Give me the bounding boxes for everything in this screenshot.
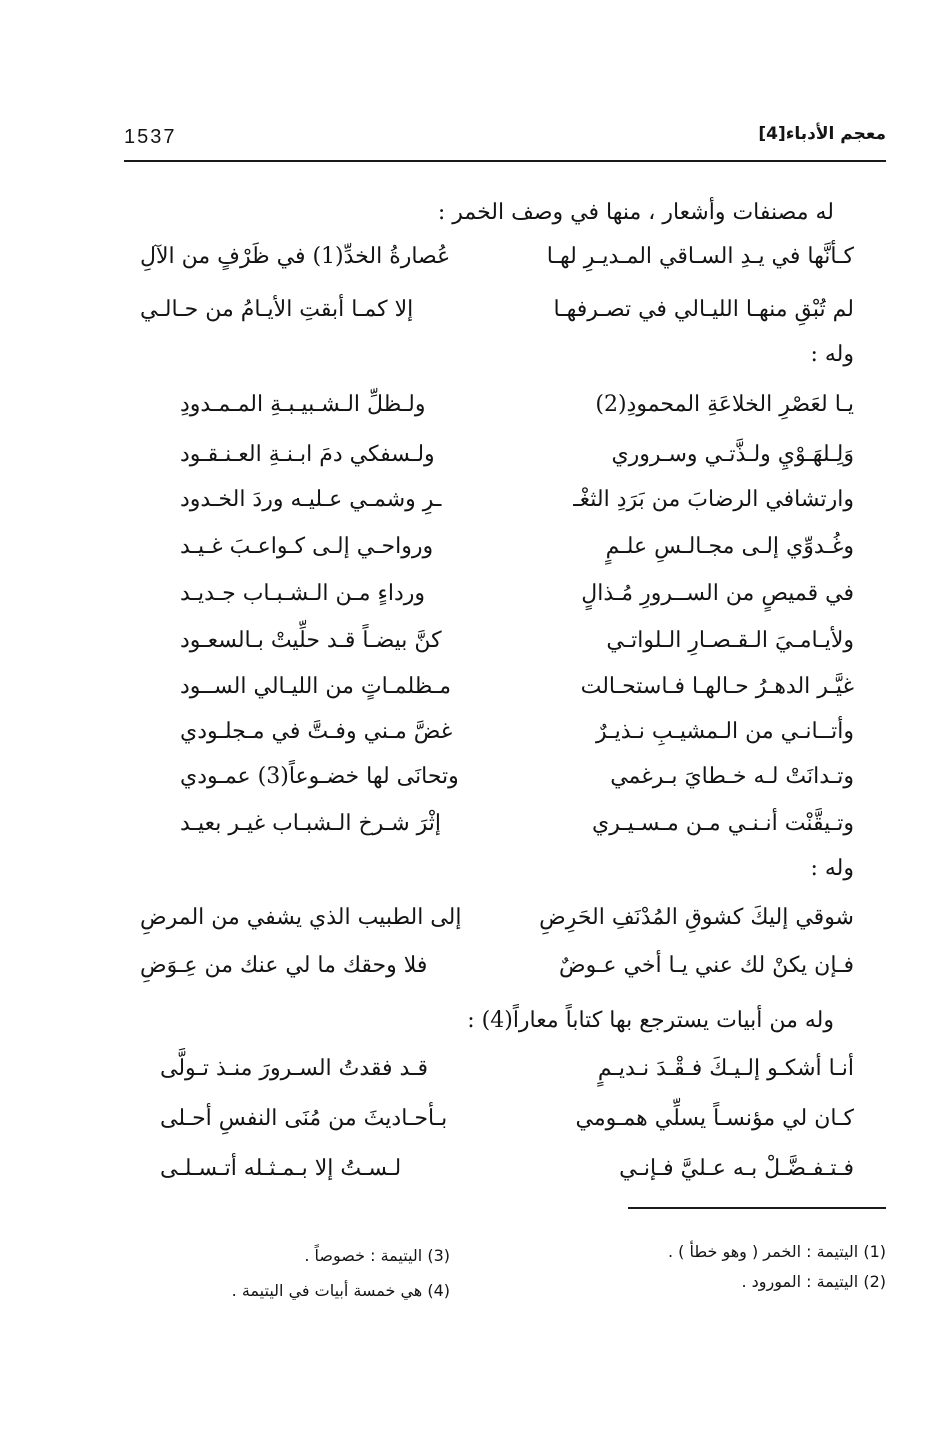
verse-first-hemistich: كـان لي مؤنسـاً يسلِّي همـومي [575,1106,854,1131]
verse [140,674,854,714]
page-header [124,120,886,162]
verse [140,811,854,851]
verse-second-hemistich: ولـسفكي دمَ ابـنـةِ العـنـقـود [180,442,435,467]
intro-line: وله من أبيات يسترجع بها كتاباً معاراً(4) : [467,1008,834,1033]
verse-second-hemistich: غضَّ مـني وفـتَّ في مـجلـودي [180,719,453,744]
verse-first-hemistich: وتـيقَّنْت أنـنـي مـن مـسـيـري [591,811,854,836]
intro-line: له مصنفات وأشعار ، منها في وصف الخمر : [437,200,834,225]
verse [140,244,854,284]
verse-second-hemistich: قـد فقدتُ السـرورَ منـذ تـولَّى [160,1056,429,1081]
verse-first-hemistich: وارتشافي الرضابَ من بَرَدِ الثغْـ [573,487,854,512]
verse [140,487,854,527]
verse-first-hemistich: كـأنَّها في يـدِ السـاقي المـديـرِ لهـا [546,244,854,269]
verse-second-hemistich: كنَّ بيضـاً قـد حلِّيتْ بـالسعـود [180,628,442,653]
section-label: وله : [810,856,854,881]
verse-second-hemistich: ولـظلِّ الـشـبيـبـةِ المـمـدودِ [180,392,426,417]
verse [140,953,854,993]
verse [140,1056,854,1096]
verse-second-hemistich: عُصارةُ الخدِّ(1) في ظَرْفٍ من الآلِ [140,244,451,269]
verse [140,1106,854,1146]
verse-first-hemistich: وتـدانَتْ لـه خـطايَ بـرغمي [610,764,854,789]
verse-second-hemistich: ورداءٍ مـن الـشـبـاب جـديـد [180,581,425,606]
verse [140,628,854,668]
verse-second-hemistich: إثْرَ شـرخ الـشبـاب غيـر بعيـد [180,811,442,836]
footnote: (3) اليتيمة : خصوصاً . [304,1246,450,1265]
verse-second-hemistich: بـأحـاديثَ من مُنَى النفسِ أحـلى [160,1106,448,1131]
verse-second-hemistich: إلى الطبيب الذي يشفي من المرضِ [140,905,462,930]
footnote: (2) اليتيمة : المورود . [741,1272,886,1291]
verse-first-hemistich: أنـا أشكـو إلـيـكَ فـقْـدَ نـديـمٍ [597,1056,854,1081]
verse [140,297,854,337]
verse-first-hemistich: غيَّـر الدهـرُ حـالهـا فـاستحـالت [580,674,854,699]
running-title: معجم الأدباء[4] [758,124,886,144]
verse-first-hemistich: فـإن يكنْ لك عني يـا أخي عـوضٌ [558,953,854,978]
verse [140,392,854,432]
verse-first-hemistich: فـتـفـضَّـلْ بـه عـليَّ فـإنـي [619,1156,854,1181]
verse-first-hemistich: وَلِـلهَـوْيِ ولـذَّتـي وسـروري [611,442,854,467]
verse-second-hemistich: وتحانَى لها خضـوعاً(3) عمـودي [180,764,459,789]
verse [140,905,854,945]
verse [140,719,854,759]
verse-second-hemistich: لـسـتُ إلا بـمـثـله أتـسـلـى [160,1156,402,1181]
verse [140,1156,854,1196]
verse-first-hemistich: وأتــانـي من الـمشيـبِ نـذيـرٌ [596,719,854,744]
verse [140,764,854,804]
section-label: وله : [810,342,854,367]
verse-first-hemistich: وغُـدوِّي إلـى مجـالـسِ علـمٍ [605,534,854,559]
verse-second-hemistich: إلا كمـا أبقتِ الأيـامُ من حـالـي [140,297,414,322]
verse [140,581,854,621]
verse [140,442,854,482]
verse-first-hemistich: ولأيـامـيَ الـقـصـارِ الـلواتـي [606,628,854,653]
verse-second-hemistich: ورواحـي إلـى كـواعـبَ غـيـد [180,534,434,559]
footnote-separator [628,1207,886,1209]
verse-first-hemistich: في قميصٍ من الســرورِ مُـذالٍ [581,581,854,606]
page-number: 1537 [124,126,177,148]
verse-second-hemistich: مـظلمـاتٍ من الليـالي الســود [180,674,452,699]
footnote: (4) هي خمسة أبيات في اليتيمة . [231,1281,450,1300]
verse-second-hemistich: ـرِ وشمـي عـليـه وردَ الخـدود [180,487,442,512]
verse-first-hemistich: شوقي إليكَ كشوقِ المُدْنَفِ الحَرِضِ [539,905,854,930]
footnote: (1) اليتيمة : الخمر ( وهو خطأ ) . [667,1242,886,1261]
verse-second-hemistich: فلا وحقك ما لي عنك من عِـوَضِ [140,953,428,978]
verse-first-hemistich: لم تُبْقِ منهـا الليـالي في تصـرفهـا [553,297,854,322]
verse-first-hemistich: يـا لعَصْرِ الخلاعَةِ المحمودِ(2) [595,392,854,417]
verse [140,534,854,574]
